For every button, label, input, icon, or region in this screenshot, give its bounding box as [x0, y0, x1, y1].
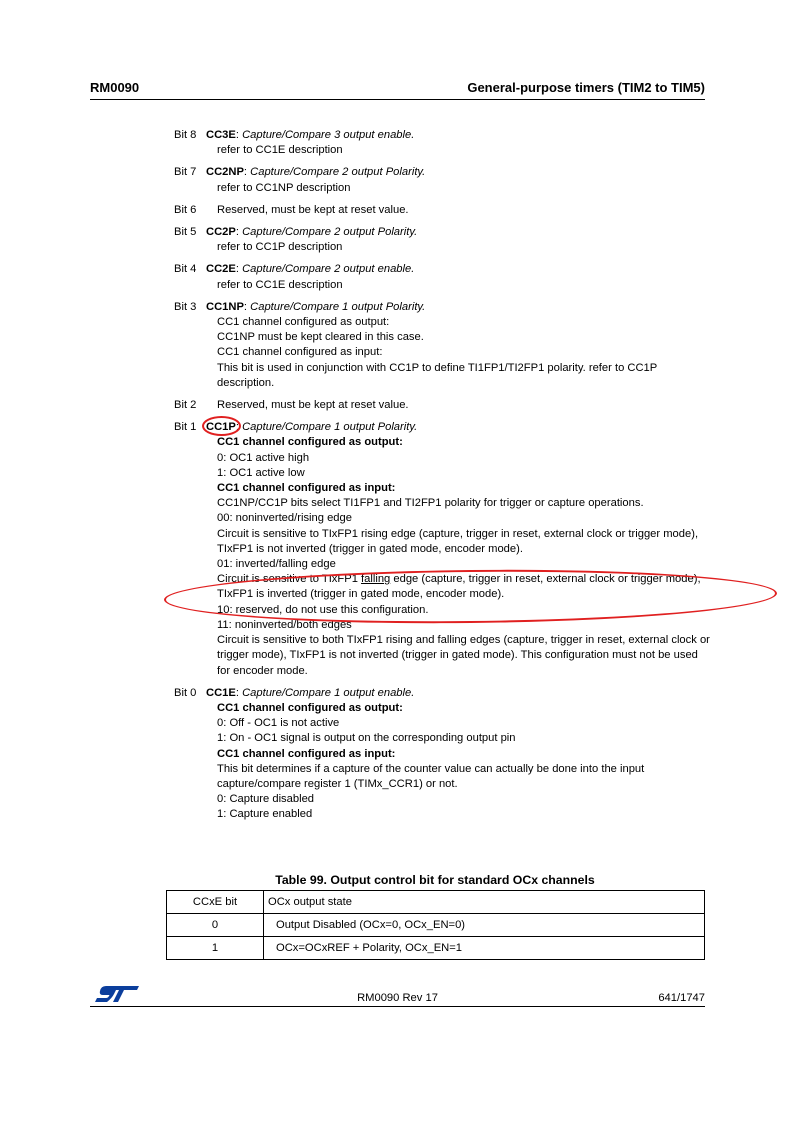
bit-line: 10: reserved, do not use this configuration.: [217, 603, 429, 616]
bit-line: refer to CC1E description: [217, 144, 343, 157]
bit-number: Bit 2: [174, 399, 197, 412]
bit-description: Capture/Compare 2 output Polarity.: [250, 166, 426, 179]
doc-revision: RM0090 Rev 17: [357, 992, 438, 1004]
bit-8: Bit 8 CC3E : Capture/Compare 3 output enable. refer to CC1E description: [174, 128, 714, 158]
falling-text-after: edge (capture, trigger in reset, external clock or trigger mode), TIxFP1 is inverted (trigger in gated mode, encoder mode).: [217, 573, 701, 601]
bit-line: Circuit is sensitive to TIxFP1 rising edge (capture, trigger in reset, external clock or trigger mode), TIxFP1 is not inverted (trigger in gated mode, encoder mode).: [217, 527, 699, 555]
table-cell: Output Disabled (OCx=0, OCx_EN=0): [264, 914, 705, 937]
bit-line: This bit is used in conjunction with CC1P to define TI1FP1/TI2FP1 polarity. refer to CC1P description.: [217, 361, 658, 389]
bit-description: Capture/Compare 3 output enable.: [242, 129, 415, 141]
doc-id: RM0090: [90, 80, 140, 95]
bit-description: Capture/Compare 1 output Polarity.: [250, 300, 426, 313]
page-header: [90, 78, 705, 100]
bit-line: 1: On - OC1 signal is output on the corresponding output pin: [217, 732, 516, 745]
reserved-text: Reserved, must be kept at reset value.: [217, 203, 409, 216]
bit-number: Bit 6: [174, 203, 197, 216]
bit-name: CC2E: [206, 263, 236, 276]
output-control-table: [166, 890, 705, 960]
bit-3: Bit 3 CC1NP : Capture/Compare 1 output Polarity. CC1 channel configured as output: CC1NP must be kept cleared in this case. CC1 channel configured as input: This bit is used in conjunction with CC1P to define TI1FP1/TI2FP1 polarity. refer to CC1P description.: [174, 300, 714, 391]
bit-name: CC1NP: [206, 300, 244, 313]
bit-line: CC1 channel configured as output:: [217, 316, 390, 329]
bit-line: 00: noninverted/rising edge: [217, 512, 352, 525]
bit-7: Bit 7 CC2NP : Capture/Compare 2 output Polarity. refer to CC1NP description: [174, 165, 714, 195]
table-header-cell: OCx output state: [264, 891, 705, 914]
bit-4: Bit 4 CC2E : Capture/Compare 2 output enable. refer to CC1E description: [174, 262, 714, 292]
bit-descriptions: [174, 128, 714, 830]
bit-line: 0: Off - OC1 is not active: [217, 717, 340, 730]
bit-name: CC1P: [206, 421, 236, 434]
bit-line: refer to CC1NP description: [217, 181, 351, 194]
table-row: [167, 937, 705, 960]
bit-5: Bit 5 CC2P : Capture/Compare 2 output Polarity. refer to CC1P description: [174, 225, 714, 255]
table-cell: OCx=OCxREF + Polarity, OCx_EN=1: [264, 937, 705, 960]
bit-line: 0: Capture disabled: [217, 793, 315, 806]
bit-line: 1: OC1 active low: [217, 466, 305, 479]
bit-line: 11: noninverted/both edges: [217, 618, 352, 631]
bit-line: CC1NP must be kept cleared in this case.: [217, 331, 424, 344]
red-circle-annotation: [202, 416, 241, 436]
table-cell: 0: [167, 914, 264, 937]
bit-number: Bit 1: [174, 421, 197, 434]
bit-6: [174, 203, 714, 218]
table-cell: 1: [167, 937, 264, 960]
bit-number: Bit 4: [174, 263, 197, 276]
bit-subheading: CC1 channel configured as input:: [217, 747, 396, 760]
page-footer: [90, 983, 705, 1007]
page-number: 641/1747: [658, 992, 705, 1004]
bit-line: 01: inverted/falling edge: [217, 558, 336, 571]
circled-bit-name: [206, 420, 236, 435]
table-row: [167, 914, 705, 937]
bit-line: CC1NP/CC1P bits select TI1FP1 and TI2FP1 polarity for trigger or capture operations.: [217, 497, 644, 510]
bit-name: CC2NP: [206, 166, 244, 179]
bit-number: Bit 7: [174, 166, 197, 179]
underlined-word: falling: [361, 573, 391, 586]
bit-name: CC1E: [206, 686, 236, 699]
bit-line: This bit determines if a capture of the counter value can actually be done into the input capture/compare register 1 (TIMx_CCR1) or not.: [217, 762, 645, 790]
bit-number: Bit 5: [174, 226, 197, 239]
bit-number: Bit 0: [174, 686, 197, 699]
bit-line: 1: Capture enabled: [217, 808, 313, 821]
bit-name: CC3E: [206, 129, 236, 141]
bit-description: Capture/Compare 1 output enable.: [242, 686, 415, 699]
bit-subheading: CC1 channel configured as input:: [217, 482, 396, 495]
bit-line: 0: OC1 active high: [217, 451, 310, 464]
bit-number: Bit 8: [174, 129, 197, 141]
table-title: Table 99. Output control bit for standard OCx channels: [275, 873, 595, 887]
falling-text-before: Circuit is sensitive to TIxFP1: [217, 573, 362, 586]
bit-description: Capture/Compare 1 output Polarity.: [242, 421, 418, 434]
bit-line: Circuit is sensitive to both TIxFP1 rising and falling edges (capture, trigger in reset, external clock or trigger mode), TIxFP1 is not inverted (trigger in gated mode). This configuration must not be used for encoder mode.: [217, 634, 710, 677]
bit-subheading: CC1 channel configured as output:: [217, 436, 403, 449]
bit-number: Bit 3: [174, 300, 197, 313]
bit-2: [174, 398, 714, 413]
reserved-text: Reserved, must be kept at reset value.: [217, 399, 409, 412]
bit-name: CC2P: [206, 226, 236, 239]
bit-line: refer to CC1P description: [217, 241, 343, 254]
bit-0: Bit 0 CC1E : Capture/Compare 1 output enable. CC1 channel configured as output: 0: Off - OC1 is not active 1: On - OC1 signal is output on the corresponding output pin CC1 channel configured as input: This bit determines if a capture of the counter value can actually be done into the input capture/compare register 1 (TIMx_CCR1) or not. 0: Capture disabled 1: Capture enabled: [174, 686, 714, 823]
section-title: General-purpose timers (TIM2 to TIM5): [467, 80, 705, 95]
table-header-row: [167, 891, 705, 914]
bit-line: refer to CC1E description: [217, 278, 343, 291]
bit-line: CC1 channel configured as input:: [217, 346, 383, 359]
bit-1: Bit 1 CC1P : Capture/Compare 1 output Polarity. CC1 channel configured as output: 0: OC1 active high 1: OC1 active low CC1 channel configured as input: CC1NP/CC1P bits select TI1FP1 and TI2FP1 polarity for trigger or capture operations. 00: noninverted/rising edge Circuit is sensitive to TIxFP1 rising edge (capture, trigger in reset, external clock or trigger mode), TIxFP1 is not inverted (trigger in gated mode, encoder mode). 01: inverted/falling edge Circuit is sensitive to TIxFP1 falling edge (capture, trigger in reset, external clock or trigger mode), TIxFP1 is inverted (trigger in gated mode, encoder mode). 10: reserved, do not use this configuration. 11: noninverted/both edges Circuit is sensitive to both TIxFP1 rising and falling edges (capture, trigger in reset, external clock or trigger mode), TIxFP1 is not inverted (trigger in gated mode). This configuration must not be used for encoder mode.: [174, 420, 714, 678]
bit-description: Capture/Compare 2 output enable.: [242, 263, 415, 276]
bit-subheading: CC1 channel configured as output:: [217, 701, 403, 714]
table-header-cell: CCxE bit: [167, 891, 264, 914]
bit-description: Capture/Compare 2 output Polarity.: [242, 226, 418, 239]
